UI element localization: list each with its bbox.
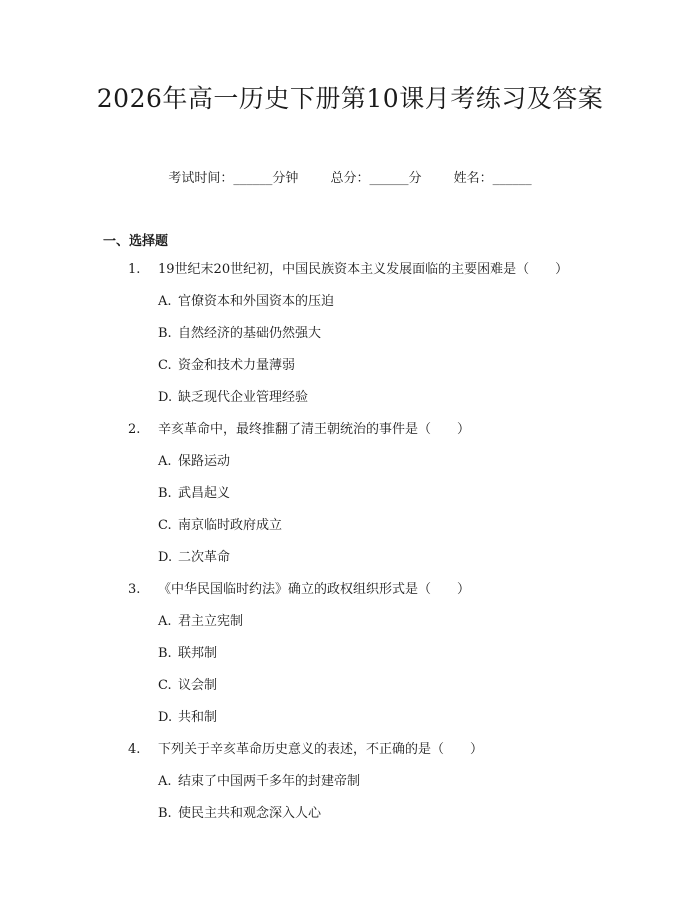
- option-text: 官僚资本和外国资本的压迫: [178, 294, 335, 309]
- option-c: [0, 674, 700, 706]
- option-letter: C.: [158, 358, 172, 373]
- option-c: [0, 514, 700, 546]
- question-4: [0, 738, 700, 834]
- student-name: 姓名：______: [453, 171, 532, 186]
- option-a: [0, 770, 700, 802]
- question-list: [0, 258, 700, 834]
- question-3: [0, 578, 700, 738]
- section-title: 一、选择题: [103, 234, 169, 249]
- option-text: 使民主共和观念深入人心: [178, 806, 322, 821]
- option-letter: B.: [158, 806, 172, 821]
- question-stem: [0, 578, 700, 610]
- option-letter: A.: [158, 774, 172, 789]
- option-b: [0, 642, 700, 674]
- option-letter: B.: [158, 486, 172, 501]
- question-number: 1.: [128, 262, 141, 277]
- option-a: [0, 610, 700, 642]
- question-number: 3.: [128, 582, 141, 597]
- option-text: 缺乏现代企业管理经验: [178, 390, 309, 405]
- option-list: [0, 450, 700, 578]
- option-d: [0, 386, 700, 418]
- option-list: [0, 610, 700, 738]
- option-c: [0, 354, 700, 386]
- option-letter: D.: [158, 710, 173, 725]
- total-score: 总分：______分: [330, 171, 422, 186]
- question-text: 19世纪末20世纪初，中国民族资本主义发展面临的主要困难是（ ）: [158, 262, 569, 277]
- exam-info: [0, 170, 700, 188]
- question-2: [0, 418, 700, 578]
- option-letter: C.: [158, 518, 172, 533]
- option-letter: D.: [158, 550, 173, 565]
- option-letter: C.: [158, 678, 172, 693]
- option-text: 联邦制: [178, 646, 218, 661]
- option-b: [0, 802, 700, 834]
- option-text: 议会制: [178, 678, 218, 693]
- option-d: [0, 546, 700, 578]
- option-text: 君主立宪制: [178, 614, 244, 629]
- option-text: 资金和技术力量薄弱: [178, 358, 296, 373]
- option-letter: A.: [158, 294, 172, 309]
- question-stem: [0, 418, 700, 450]
- option-a: [0, 450, 700, 482]
- question-stem: [0, 738, 700, 770]
- option-b: [0, 322, 700, 354]
- option-text: 二次革命: [178, 550, 231, 565]
- option-letter: B.: [158, 646, 172, 661]
- exam-time: 考试时间：______分钟: [168, 171, 299, 186]
- option-text: 保路运动: [178, 454, 231, 469]
- option-text: 自然经济的基础仍然强大: [178, 326, 322, 341]
- option-text: 共和制: [178, 710, 218, 725]
- question-1: [0, 258, 700, 418]
- option-a: [0, 290, 700, 322]
- option-d: [0, 706, 700, 738]
- question-number: 4.: [128, 742, 141, 757]
- question-text: 辛亥革命中，最终推翻了清王朝统治的事件是（ ）: [158, 422, 471, 437]
- option-letter: A.: [158, 614, 172, 629]
- question-number: 2.: [128, 422, 141, 437]
- option-text: 武昌起义: [178, 486, 231, 501]
- option-list: [0, 770, 700, 834]
- option-text: 结束了中国两千多年的封建帝制: [178, 774, 361, 789]
- option-letter: B.: [158, 326, 172, 341]
- option-text: 南京临时政府成立: [178, 518, 283, 533]
- option-letter: D.: [158, 390, 173, 405]
- question-text: 下列关于辛亥革命历史意义的表述，不正确的是（ ）: [158, 742, 484, 757]
- question-stem: [0, 258, 700, 290]
- option-letter: A.: [158, 454, 172, 469]
- question-text: 《中华民国临时约法》确立的政权组织形式是（ ）: [158, 582, 471, 597]
- document-title: 2026年高一历史下册第10课月考练习及答案: [96, 84, 604, 113]
- option-b: [0, 482, 700, 514]
- option-list: [0, 290, 700, 418]
